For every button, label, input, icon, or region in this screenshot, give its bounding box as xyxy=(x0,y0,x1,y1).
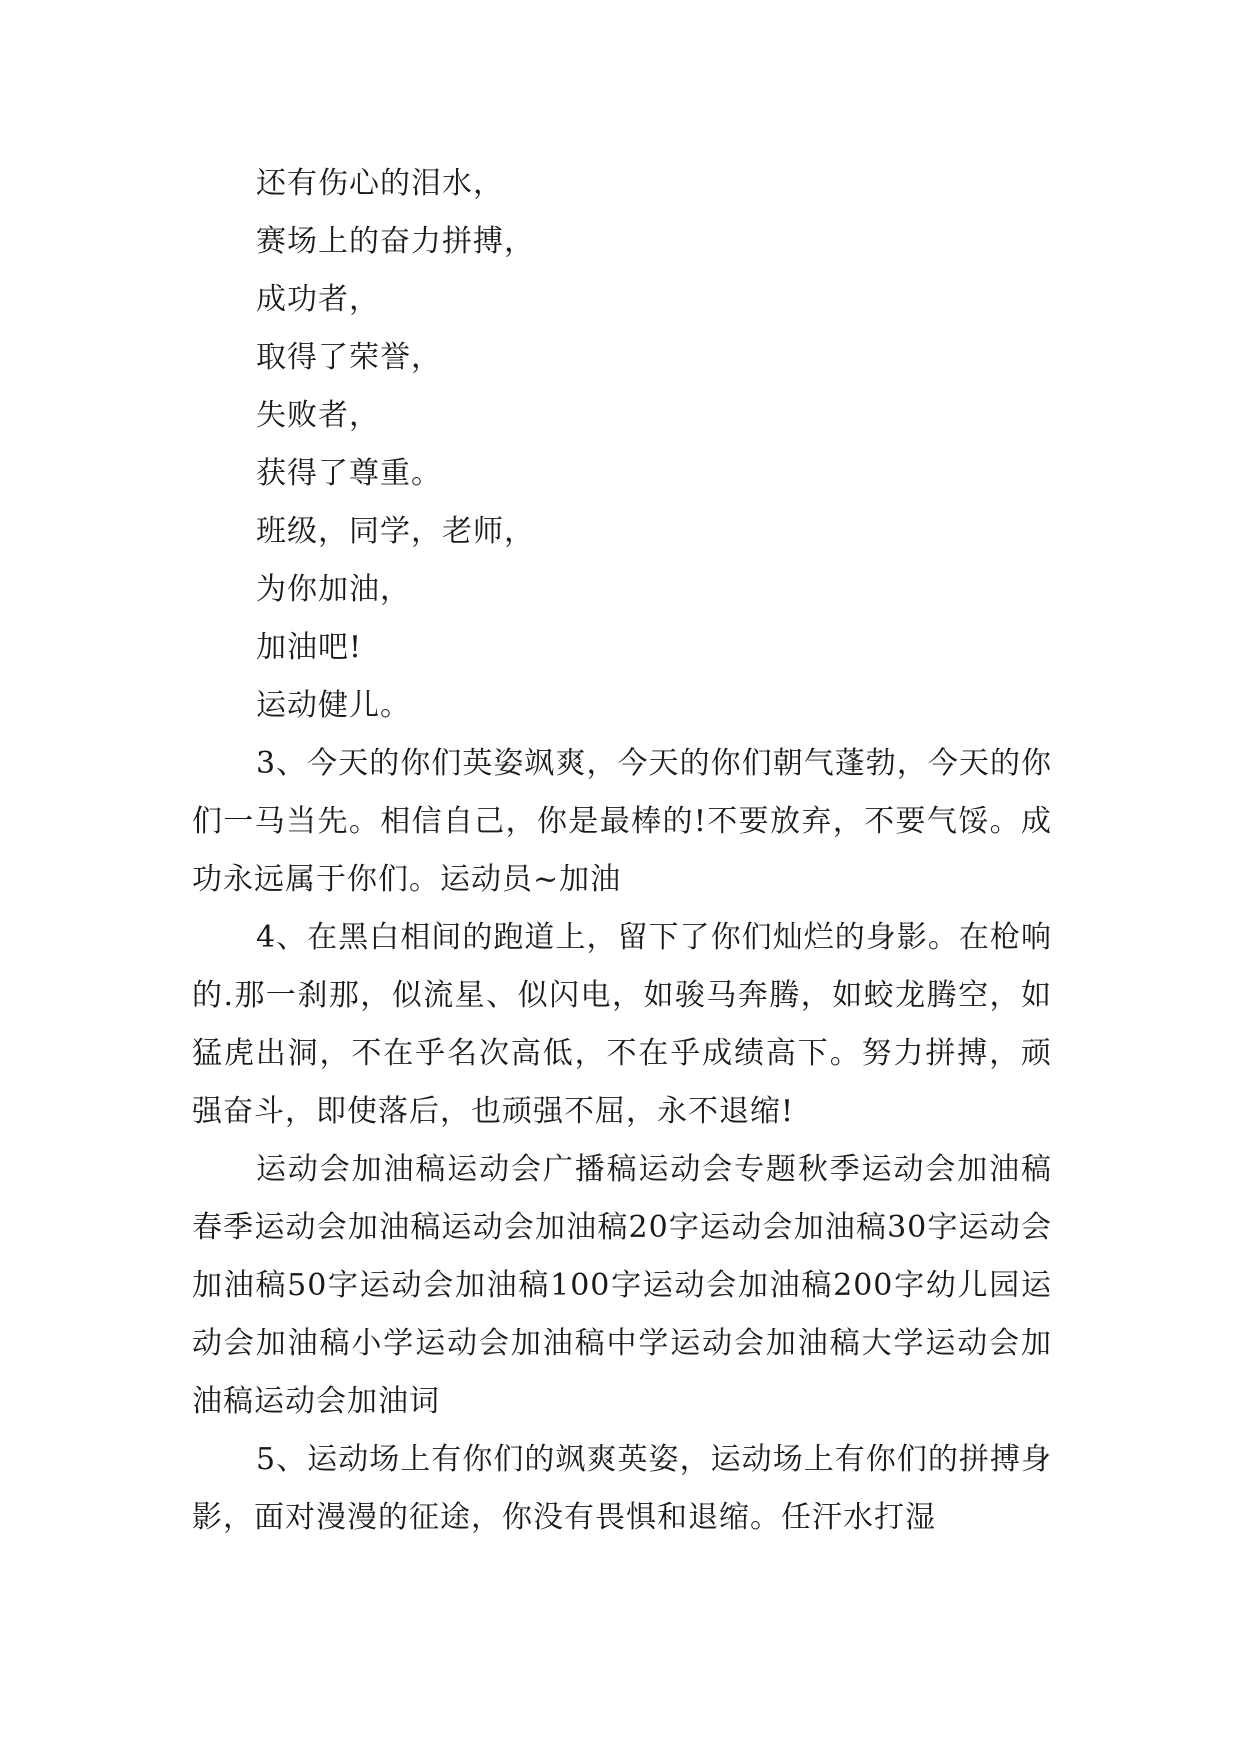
poem-line: 取得了荣誉， xyxy=(256,340,442,375)
poem-line: 赛场上的奋力拼搏， xyxy=(256,224,535,259)
poem-line: 运动健儿。 xyxy=(256,688,411,723)
poem-line: 还有伤心的泪水， xyxy=(256,166,504,201)
poem-line: 加油吧! xyxy=(256,630,363,665)
poem-line: 成功者， xyxy=(256,282,380,317)
paragraph-3: 3、今天的你们英姿飒爽，今天的你们朝气蓬勃，今天的你们一马当先。相信自己，你是最棒的!不要放弃，不要气馁。成功永远属于你们。运动员~加油 xyxy=(192,746,1052,897)
poem-line: 获得了尊重。 xyxy=(256,456,442,491)
paragraph-4: 4、在黑白相间的跑道上，留下了你们灿烂的身影。在枪响的.那一刹那，似流星、似闪电，如骏马奔腾，如蛟龙腾空，如猛虎出洞，不在乎名次高低，不在乎成绩高下。努力拼搏，顽强奋斗，即使落后，也顽强不屈，永不退缩! xyxy=(192,920,1052,1129)
document-body xyxy=(192,155,1052,1547)
poem-line: 为你加油， xyxy=(256,572,411,607)
poem-line: 失败者， xyxy=(256,398,380,433)
paragraph-5: 5、运动场上有你们的飒爽英姿，运动场上有你们的拼搏身影，面对漫漫的征途，你没有畏惧和退缩。任汗水打湿 xyxy=(192,1442,1052,1535)
poem-line: 班级，同学，老师， xyxy=(256,514,535,549)
related-keywords-paragraph: 运动会加油稿运动会广播稿运动会专题秋季运动会加油稿春季运动会加油稿运动会加油稿20字运动会加油稿30字运动会加油稿50字运动会加油稿100字运动会加油稿200字幼儿园运动会加油稿小学运动会加油稿中学运动会加油稿大学运动会加油稿运动会加油词 xyxy=(192,1152,1052,1419)
